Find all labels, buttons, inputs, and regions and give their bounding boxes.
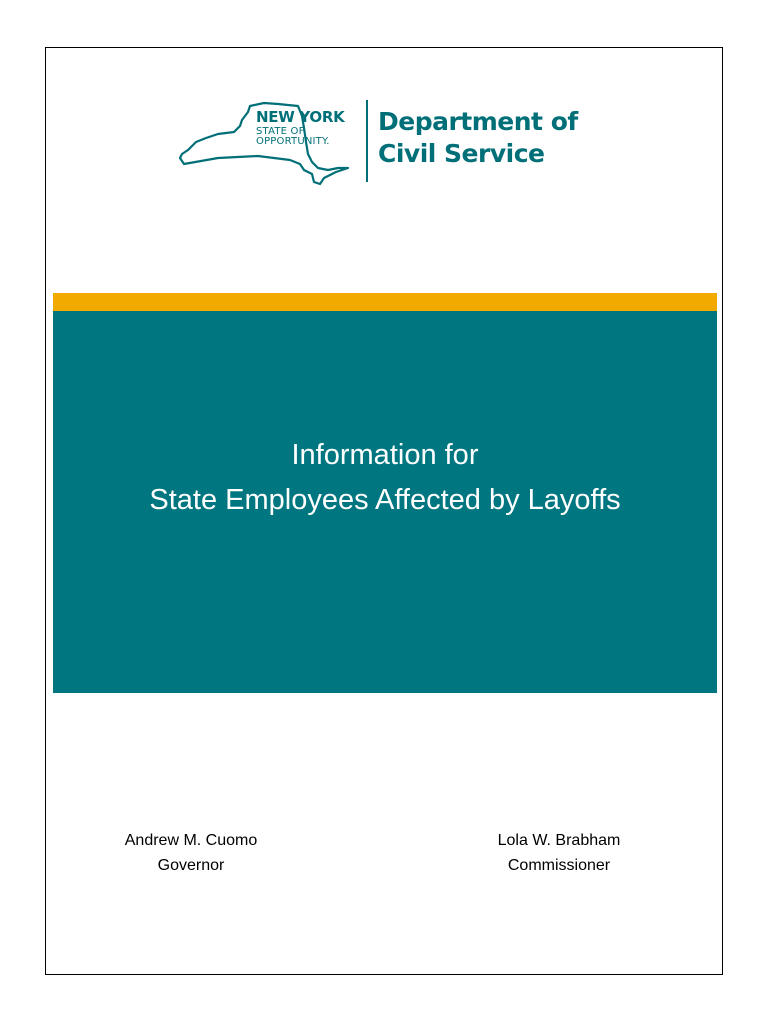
ny-wordmark [256, 110, 344, 147]
nys-civil-service-logo [178, 98, 598, 188]
ny-wordmark-line1: NEW YORK [256, 108, 345, 126]
department-name-line1: Department of [378, 107, 578, 136]
department-name [378, 106, 578, 170]
document-page [45, 47, 723, 975]
ny-wordmark-line3: OPPORTUNITY. [256, 136, 330, 147]
title-band [53, 311, 717, 693]
ny-wordmark-line2: STATE OF [256, 126, 305, 137]
gold-accent-bar [53, 293, 717, 311]
signer-commissioner [449, 828, 669, 878]
signer-name: Lola W. Brabham [497, 832, 621, 849]
document-title-line2: State Employees Affected by Layoffs [149, 484, 621, 516]
document-title [53, 433, 717, 523]
signer-governor [81, 828, 301, 878]
department-name-line2: Civil Service [378, 139, 545, 168]
signer-role: Governor [157, 857, 225, 874]
logo-divider [366, 100, 368, 182]
signer-role: Commissioner [507, 857, 611, 874]
document-title-line1: Information for [291, 439, 479, 471]
signer-name: Andrew M. Cuomo [124, 832, 258, 849]
